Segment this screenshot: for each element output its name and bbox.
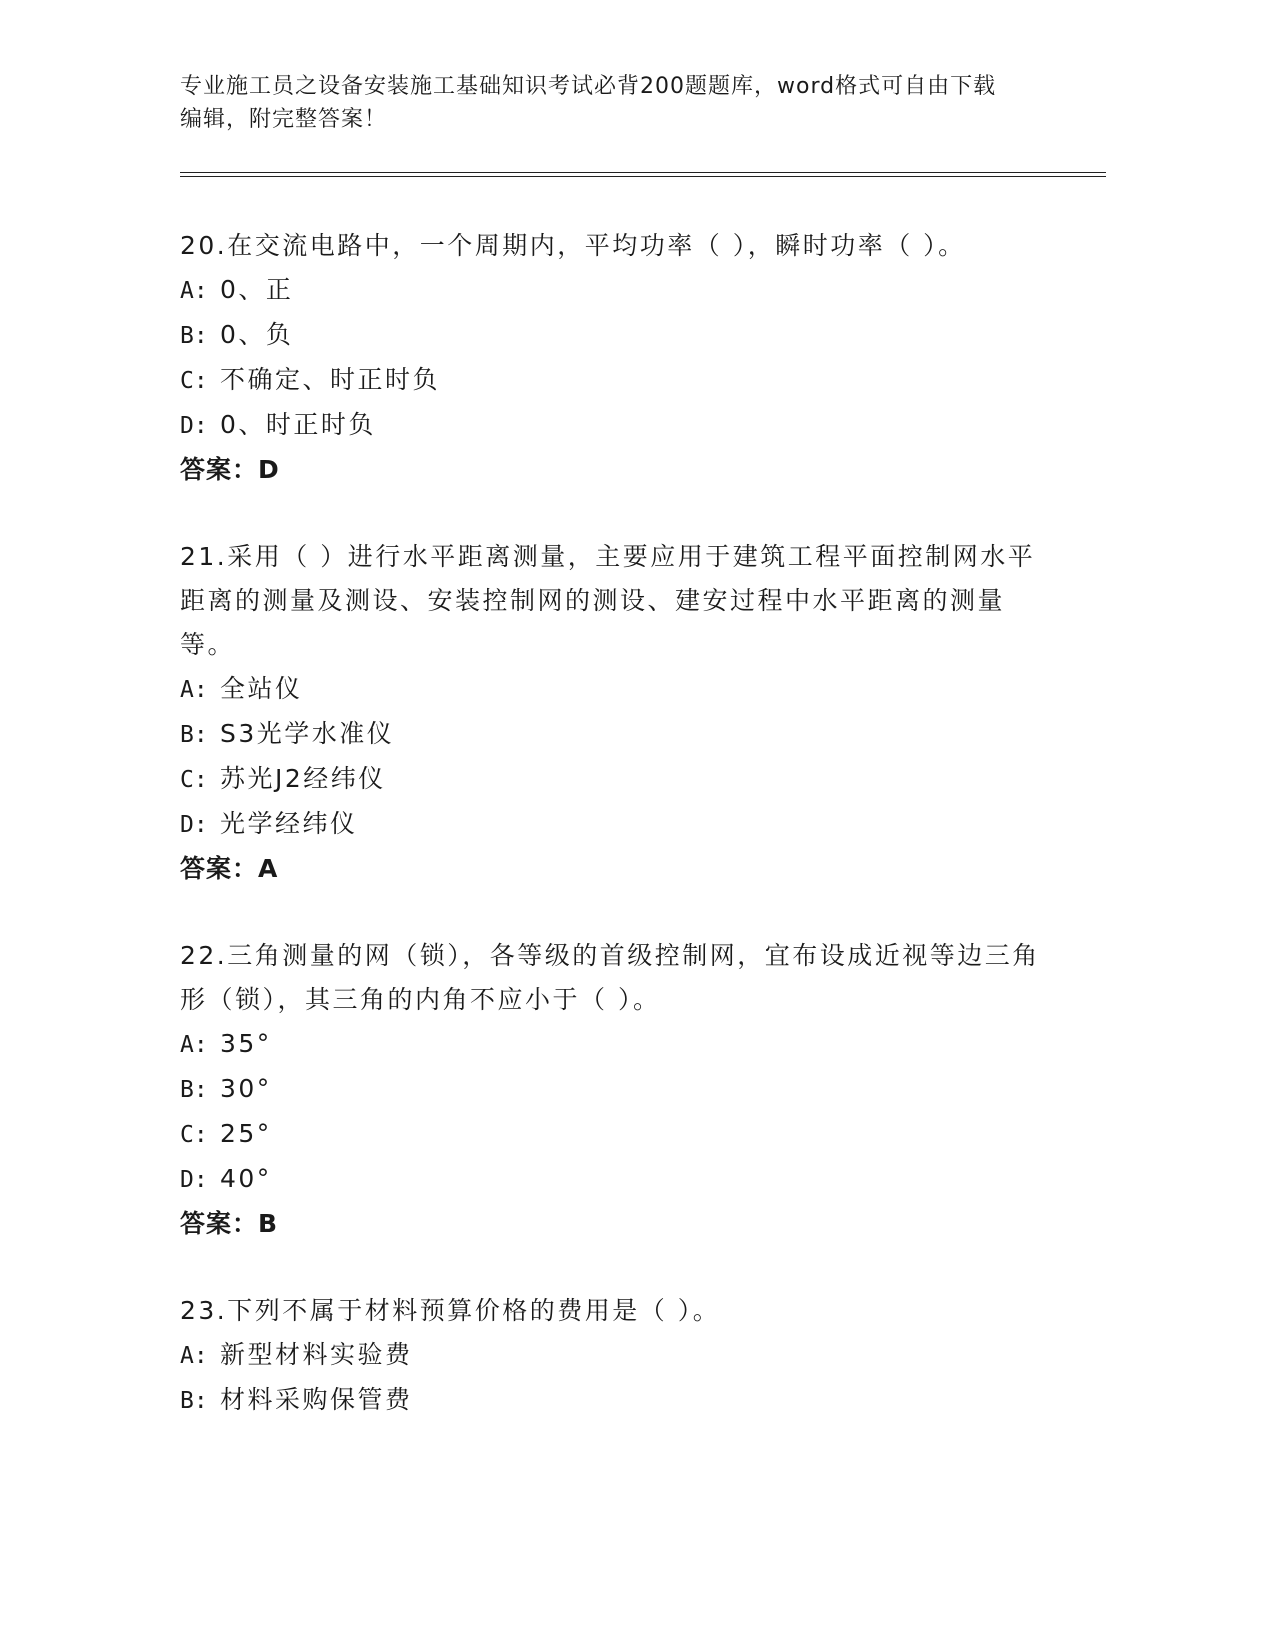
option-text: 35° [220, 1029, 272, 1058]
question-text: 21.采用（ ）进行水平距离测量，主要应用于建筑工程平面控制网水平距离的测量及测设、安装控制网的测设、建安过程中水平距离的测量等。 [180, 542, 1036, 659]
option-text: 0、正 [220, 275, 294, 304]
option-c [180, 1112, 1040, 1157]
option-b [180, 1378, 1040, 1423]
option-text: S3光学水准仪 [220, 719, 395, 748]
question-text: 20.在交流电路中，一个周期内，平均功率（ ），瞬时功率（ ）。 [180, 231, 966, 260]
option-label: C: [180, 368, 208, 394]
question-text: 23.下列不属于材料预算价格的费用是（ ）。 [180, 1296, 721, 1325]
option-b [180, 313, 1040, 358]
answer: 答案：B [180, 1209, 279, 1238]
header-title-line-1: 专业施工员之设备安装施工基础知识考试必背200题题库，word格式可自由下载 [180, 74, 997, 99]
option-label: A: [180, 1343, 208, 1369]
option-d [180, 1157, 1040, 1202]
option-text: 材料采购保管费 [220, 1385, 413, 1414]
question-list [180, 224, 1040, 1466]
option-d [180, 802, 1040, 847]
document-header [180, 70, 1040, 136]
option-c [180, 757, 1040, 802]
option-text: 新型材料实验费 [220, 1340, 413, 1369]
answer: 答案：D [180, 455, 280, 484]
option-b [180, 712, 1040, 757]
option-text: 0、时正时负 [220, 410, 376, 439]
option-label: B: [180, 1077, 208, 1103]
option-a [180, 1333, 1040, 1378]
question-23 [180, 1289, 1040, 1423]
option-text: 不确定、时正时负 [220, 365, 441, 394]
option-label: B: [180, 722, 208, 748]
option-d [180, 403, 1040, 448]
option-text: 25° [220, 1119, 272, 1148]
option-label: A: [180, 278, 208, 304]
option-text: 0、负 [220, 320, 294, 349]
option-label: A: [180, 677, 208, 703]
option-label: B: [180, 323, 208, 349]
option-label: D: [180, 413, 208, 439]
option-a [180, 268, 1040, 313]
question-text: 22.三角测量的网（锁），各等级的首级控制网，宜布设成近视等边三角形（锁），其三角的内角不应小于（ ）。 [180, 941, 1040, 1014]
option-label: C: [180, 1122, 208, 1148]
option-label: D: [180, 1167, 208, 1193]
question-21 [180, 535, 1040, 891]
answer: 答案：A [180, 854, 279, 883]
option-b [180, 1067, 1040, 1112]
header-divider [180, 172, 1106, 177]
option-a [180, 667, 1040, 712]
option-text: 苏光J2经纬仪 [220, 764, 386, 793]
option-text: 30° [220, 1074, 272, 1103]
header-title-line-2: 编辑，附完整答案！ [180, 107, 388, 132]
option-text: 40° [220, 1164, 272, 1193]
option-label: B: [180, 1388, 208, 1414]
option-c [180, 358, 1040, 403]
option-a [180, 1022, 1040, 1067]
option-label: D: [180, 812, 208, 838]
option-text: 全站仪 [220, 674, 303, 703]
option-label: A: [180, 1032, 208, 1058]
question-22 [180, 934, 1040, 1246]
question-20 [180, 224, 1040, 492]
option-text: 光学经纬仪 [220, 809, 358, 838]
option-label: C: [180, 767, 208, 793]
